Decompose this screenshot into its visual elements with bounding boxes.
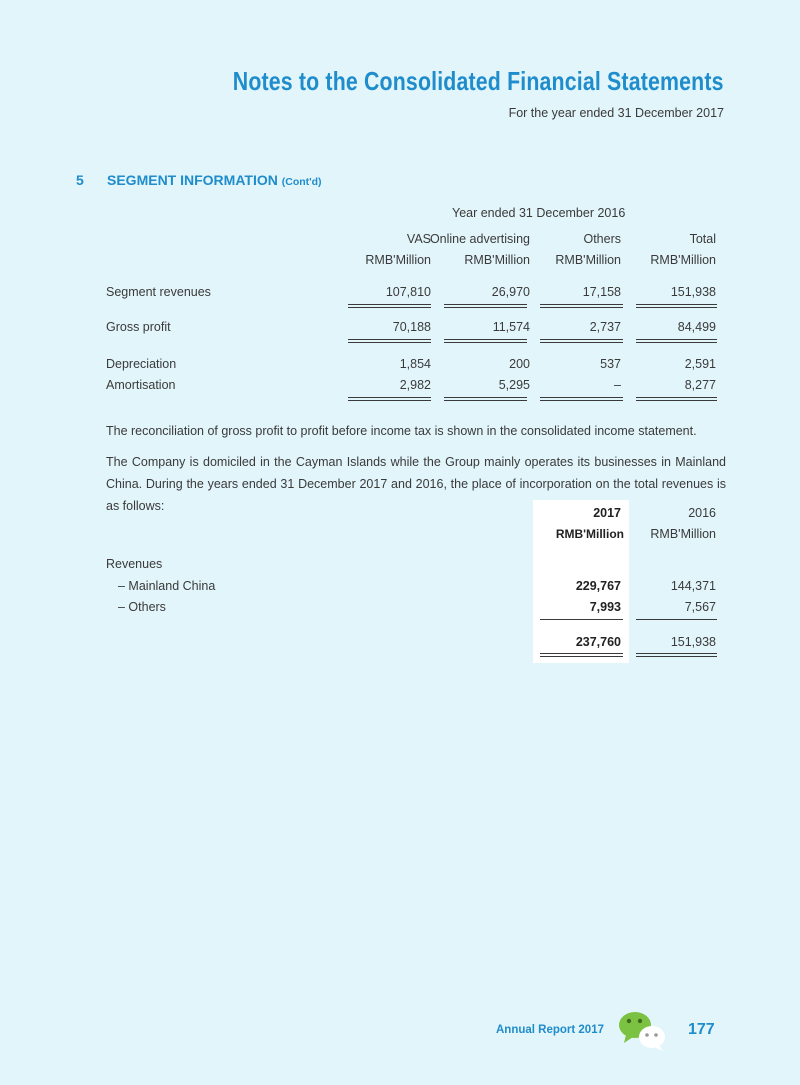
section-heading (76, 172, 322, 188)
double-rule (540, 339, 623, 343)
double-rule (348, 397, 431, 401)
col-unit: RMB'Million (365, 253, 431, 267)
double-rule (348, 339, 431, 343)
col-header-others: Others (583, 232, 621, 246)
cell-value: 200 (509, 357, 530, 371)
cell-value: 84,499 (677, 320, 716, 334)
total-2017: 237,760 (575, 635, 621, 649)
col-header-2017: 2017 (593, 506, 621, 520)
cell-value: – (614, 378, 621, 392)
wechat-logo-icon (618, 1010, 668, 1052)
row-label-mainland-china: – Mainland China (118, 579, 216, 593)
double-rule (636, 653, 717, 657)
double-rule (540, 304, 623, 308)
cell-value: 7,993 (589, 600, 621, 614)
cell-value: 7,567 (684, 600, 716, 614)
segment-period-header: Year ended 31 December 2016 (452, 206, 626, 220)
page-subtitle: For the year ended 31 December 2017 (508, 106, 724, 120)
paragraph-domicile: The Company is domiciled in the Cayman Islands while the Group mainly operates its businesses in Mainland China. During the years ended 31 December 2017 and 2016, the place of incorporation on the total revenues is as follows: (106, 455, 726, 513)
col-header-2016: 2016 (688, 506, 716, 520)
cell-value: 144,371 (670, 579, 716, 593)
cell-value: 26,970 (491, 285, 530, 299)
footer-report-name: Annual Report 2017 (496, 1024, 604, 1036)
col-unit: RMB'Million (464, 253, 530, 267)
col-header-online-advertising: Online advertising (429, 232, 530, 246)
section-title: SEGMENT INFORMATION (107, 172, 278, 188)
cell-value: 2,982 (399, 378, 431, 392)
col-header-total: Total (689, 232, 716, 246)
col-unit: RMB'Million (555, 253, 621, 267)
section-cont: (Cont'd) (281, 176, 322, 188)
row-label-depreciation: Depreciation (106, 357, 177, 371)
total-2016: 151,938 (670, 635, 716, 649)
single-rule (540, 619, 623, 620)
col-unit: RMB'Million (650, 253, 716, 267)
paragraph-reconciliation: The reconciliation of gross profit to profit before income tax is shown in the consolidated income statement. (106, 424, 697, 438)
row-label-others: – Others (118, 600, 166, 614)
double-rule (636, 339, 717, 343)
cell-value: 2,737 (589, 320, 621, 334)
double-rule (444, 339, 527, 343)
cell-value: 229,767 (575, 579, 621, 593)
col-header-vas: VAS (406, 232, 431, 246)
double-rule (540, 653, 623, 657)
double-rule (348, 304, 431, 308)
page-title: Notes to the Consolidated Financial Statements (233, 66, 724, 96)
double-rule (444, 304, 527, 308)
row-label-amortisation: Amortisation (106, 378, 176, 392)
col-unit-2016: RMB'Million (650, 527, 716, 541)
cell-value: 537 (600, 357, 621, 371)
col-unit-2017: RMB'Million (555, 527, 624, 541)
row-label-gross-profit: Gross profit (106, 320, 171, 334)
cell-value: 151,938 (670, 285, 716, 299)
row-label-segment-revenues: Segment revenues (106, 285, 211, 299)
cell-value: 107,810 (385, 285, 431, 299)
double-rule (444, 397, 527, 401)
cell-value: 17,158 (582, 285, 621, 299)
double-rule (636, 397, 717, 401)
revenues-heading: Revenues (106, 557, 163, 571)
cell-value: 5,295 (498, 378, 530, 392)
page-number: 177 (688, 1021, 715, 1038)
double-rule (636, 304, 717, 308)
cell-value: 70,188 (392, 320, 431, 334)
cell-value: 8,277 (684, 378, 716, 392)
cell-value: 11,574 (492, 320, 530, 334)
double-rule (540, 397, 623, 401)
cell-value: 1,854 (399, 357, 431, 371)
single-rule (636, 619, 717, 620)
section-number: 5 (76, 172, 84, 188)
cell-value: 2,591 (684, 357, 716, 371)
